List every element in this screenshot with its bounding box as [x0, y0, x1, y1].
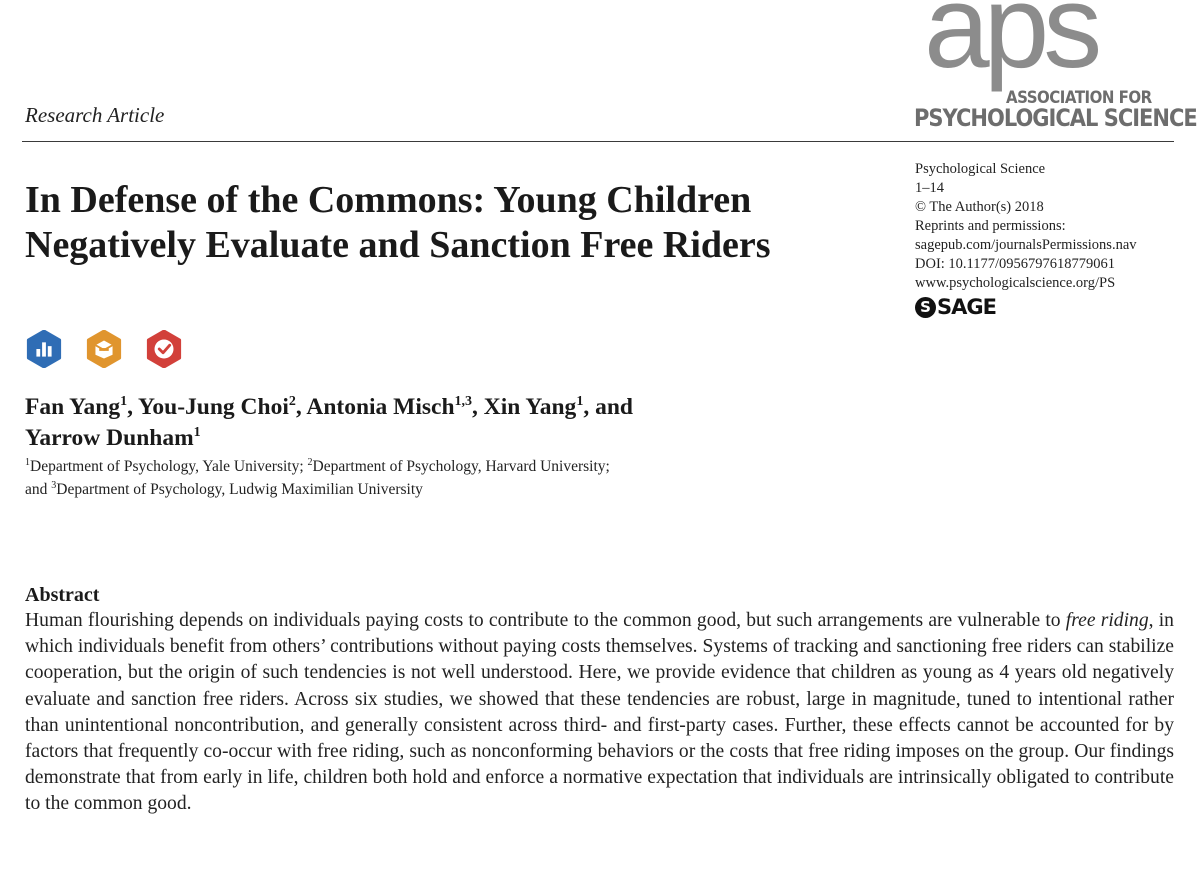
author-name[interactable]: Fan Yang — [25, 394, 121, 420]
author-affiliation-mark: 1 — [576, 394, 584, 410]
author-affiliation-mark: 1 — [120, 394, 128, 410]
copyright: © The Author(s) 2018 — [915, 199, 1044, 215]
author-affiliation-mark: 2 — [288, 394, 296, 410]
abstract-text: , in which individuals benefit from others’ contributions without paying costs themselves. Systems of tracking and sanctioning free riders can stabilize cooperation, but the origin of such tendencies is not well understood. Here, we provide evidence that children as young as 4 years old negatively evaluate and sanction free riders. Across six studies, we showed that these tendencies are robust, large in magnitude, tuned to intentional rather than unintentional noncontribution, and generally consistent across third- and first-party cases. Further, these effects cannot be accounted for by factors that frequently co-occur with free riding, such as nonconforming behaviors or the costs that free riding imposes on the group. Our findings demonstrate that from early in life, children both hold and enforce a normative expectation that individuals are intrinsically obligated to contribute to the common good. — [25, 610, 1174, 815]
author-separator: , — [127, 394, 139, 420]
page-range: 1–14 — [915, 180, 944, 196]
affiliation-text: Department of Psychology, Harvard University; — [312, 458, 610, 475]
journal-website-link[interactable]: www.psychologicalscience.org/PS — [915, 275, 1116, 291]
affiliation-prefix: and — [25, 481, 52, 498]
abstract-heading: Abstract — [25, 584, 100, 606]
author-name[interactable]: You-Jung Choi — [138, 394, 289, 420]
preregistered-badge-icon[interactable] — [145, 330, 183, 368]
affiliation-number: 2 — [307, 456, 313, 468]
journal-meta — [915, 160, 1137, 318]
author-separator: , — [472, 394, 484, 420]
author-name[interactable]: Antonia Misch — [306, 394, 455, 420]
abstract-text: Human flourishing depends on individuals paying costs to contribute to the common good, but such arrangements are vulnerable to — [25, 610, 1066, 631]
reprints-label: Reprints and permissions: — [915, 218, 1066, 234]
aps-logo-mark: aps — [924, 0, 1097, 93]
aps-logo-line1: ASSOCIATION FOR — [1006, 87, 1152, 108]
author-list — [25, 392, 845, 454]
affiliation-text: Department of Psychology, Ludwig Maximilian University — [56, 481, 423, 498]
open-materials-badge-icon[interactable] — [85, 330, 123, 368]
sage-logo-text: SAGE — [937, 295, 996, 319]
abstract-italic-term: free riding — [1065, 610, 1149, 631]
aps-logo-line2: PSYCHOLOGICAL SCIENCE — [914, 104, 1197, 132]
open-data-badge-icon[interactable] — [25, 330, 63, 368]
header-divider — [22, 141, 1174, 142]
affiliations — [25, 455, 805, 501]
affiliation-number: 1 — [25, 456, 30, 468]
reprints-link[interactable]: sagepub.com/journalsPermissions.nav — [915, 237, 1137, 253]
author-name[interactable]: Xin Yang — [483, 394, 577, 420]
article-title: In Defense of the Commons: Young Children Negatively Evaluate and Sanction Free Riders — [25, 179, 771, 266]
affiliation-number: 3 — [51, 479, 57, 491]
aps-logo — [910, 0, 1197, 132]
abstract-body — [25, 608, 1174, 818]
sage-logo — [915, 297, 1137, 318]
affiliation-text: Department of Psychology, Yale University; — [30, 458, 308, 475]
author-separator: , — [295, 394, 307, 420]
doi[interactable]: DOI: 10.1177/0956797618779061 — [915, 256, 1116, 272]
open-science-badges — [25, 330, 183, 368]
journal-name: Psychological Science — [915, 161, 1046, 177]
author-affiliation-mark: 1 — [193, 425, 201, 441]
author-name[interactable]: Yarrow Dunham — [25, 425, 194, 451]
author-separator: , and — [583, 394, 633, 420]
author-affiliation-mark: 1,3 — [454, 394, 473, 410]
article-type-label: Research Article — [25, 103, 165, 127]
sage-s-icon: S — [915, 297, 936, 318]
